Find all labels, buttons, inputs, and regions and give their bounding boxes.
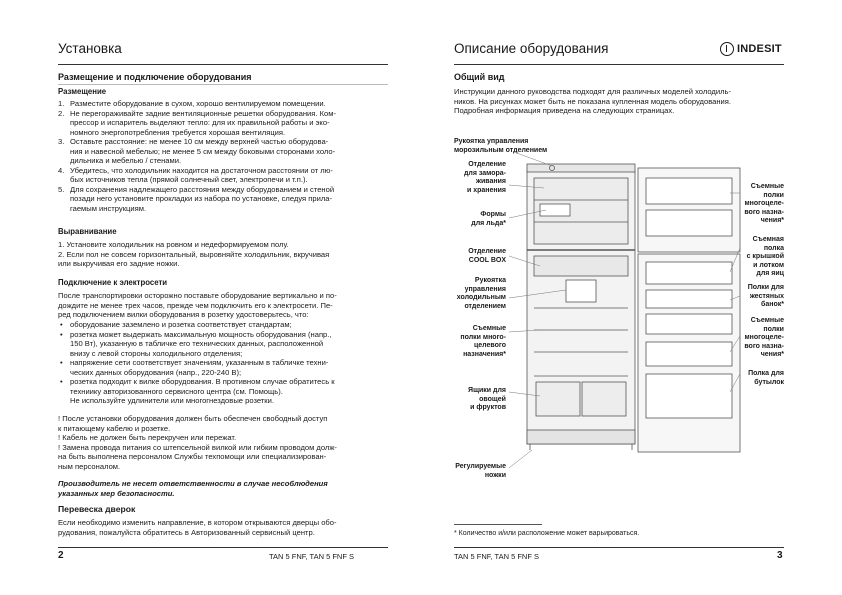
callout-right xyxy=(740,284,784,310)
bullet-line: напряжение сети соответствует значениям, указанным в табличке техни- xyxy=(70,358,329,367)
disclaimer-line: указанных мер безопасности. xyxy=(58,488,175,498)
bullet-line: розетка подходит к вилке оборудования. В противном случае обратитесь к xyxy=(70,377,335,386)
callout-line: чения* xyxy=(760,351,784,359)
top-panel xyxy=(527,164,635,172)
item-line: номного энергопотребления требуется хорошая вентиляция. xyxy=(70,127,286,137)
bullet-icon: • xyxy=(60,377,63,386)
item-line: бых источников тепла (прямой солнечный свет, электропечи и т.п.). xyxy=(70,175,308,184)
item-line: позади него установите прокладки из набора по установке, следуя прила- xyxy=(70,194,333,203)
callout-line: ножки xyxy=(484,471,506,479)
item-line: Не перегораживайте задние вентиляционные решетки оборудования. Ком- xyxy=(70,108,336,118)
item-number: 5. xyxy=(58,184,65,194)
callout-line: вого назна- xyxy=(744,208,784,216)
intro-line: ред подключением вилки оборудования в розетку удостоверьтесь, что: xyxy=(58,310,309,319)
callout-left xyxy=(454,161,506,195)
callout-line: для яиц xyxy=(756,270,784,278)
section-rule xyxy=(58,84,388,85)
warning-line: ! После установки оборудования должен быть обеспечен свободный доступ xyxy=(58,414,328,423)
callout-line: полки xyxy=(763,191,784,199)
electric-intro xyxy=(58,291,388,320)
callout-right xyxy=(740,370,784,387)
callout-line: и хранения xyxy=(466,186,506,194)
callout-left xyxy=(454,211,506,228)
bullet-line: оборудование заземлено и розетка соответствует стандартам; xyxy=(70,320,292,329)
title-rule xyxy=(454,64,784,65)
callout-line: отделением xyxy=(464,302,506,310)
indesit-logo-icon xyxy=(720,42,734,56)
placement-item xyxy=(58,109,388,138)
bullet-line: внизу с левой стороны холодильного отделения; xyxy=(70,348,243,358)
footnote: * Количество и/или расположение может варьироваться. xyxy=(454,530,640,537)
callout-line: COOL BOX xyxy=(468,256,506,264)
callout-line: полки много- xyxy=(460,333,506,341)
bullet-line: техниику авторизованного сервисного центра (см. Помощь). xyxy=(70,386,283,396)
callout-line: чения* xyxy=(760,217,784,225)
callout-line: с крышкой xyxy=(746,253,784,261)
callout-line: Рукоятка xyxy=(474,277,506,284)
crisper-drawer-right xyxy=(582,382,626,416)
title-rule xyxy=(58,64,388,65)
intro-line: дождите не менее трех часов, прежде чем подключить его к электросети. Пе- xyxy=(58,300,333,310)
page-number: 2 xyxy=(58,550,64,561)
callout-line: холодильным xyxy=(456,294,506,302)
callout-line: банок* xyxy=(761,301,784,309)
item-line: прессор и испаритель выделяют тепло: для их правильной работы и эко- xyxy=(70,118,330,127)
fridge-control-panel xyxy=(566,280,596,302)
placement-item xyxy=(58,99,388,109)
brand-logo xyxy=(720,42,782,56)
callout-line: бутылок xyxy=(754,378,784,386)
leveling-heading: Выравнивание xyxy=(58,227,117,236)
bullet-icon: • xyxy=(60,320,63,329)
fridge-base xyxy=(527,430,635,444)
placement-item xyxy=(58,185,388,214)
callout-line: Отделение xyxy=(468,248,506,255)
page-number: 3 xyxy=(777,550,783,561)
overview-heading: Общий вид xyxy=(454,72,505,82)
callout-line: многоцеле- xyxy=(744,334,784,342)
warning-line: ! Кабель не должен быть перекручен или пережат. xyxy=(58,433,237,442)
cool-box xyxy=(534,256,628,276)
door-line: рудования, пожалуйста обратитесь в Авторизованный сервисный центр. xyxy=(58,527,315,537)
callout-line: назначения* xyxy=(463,350,506,358)
brand-name: INDESIT xyxy=(737,43,782,55)
section-title-placement-connection: Размещение и подключение оборудования xyxy=(58,72,252,82)
warnings xyxy=(58,414,388,471)
door-heading: Перевеска дверок xyxy=(58,504,136,514)
bullet-item xyxy=(58,377,388,406)
bullet-icon: • xyxy=(60,329,63,339)
leveling-line: 2. Если пол не совсем горизонтальный, выровняйте холодильник, вкручивая xyxy=(58,249,330,259)
callout-line: для льда* xyxy=(471,219,506,227)
disclaimer-line: Производитель не несет ответственности в случае несоблюдения xyxy=(58,479,328,488)
callout-left xyxy=(454,248,506,265)
item-number: 3. xyxy=(58,137,65,146)
callout-line: Полки для xyxy=(747,284,784,291)
callout-line: Регулируемые xyxy=(455,463,506,470)
callout-line: полка xyxy=(763,244,784,252)
callout-right xyxy=(740,183,784,226)
callout-right xyxy=(740,317,784,360)
overview-line: ников. На рисунках может быть не показана купленная модель оборудования. xyxy=(454,96,732,106)
item-line: Разместите оборудование в сухом, хорошо вентилируемом помещении. xyxy=(70,99,326,108)
callout-line: и фруктов xyxy=(470,404,506,412)
callout-left xyxy=(454,325,506,359)
bullet-line: ческих данных оборудования (напр., 220-240 В); xyxy=(70,367,242,377)
bullet-line: 150 Вт), указанную в табличке его технических данных, расположенной xyxy=(70,339,324,348)
egg-tray xyxy=(646,262,732,284)
leveling-text xyxy=(58,240,388,269)
callout-line: Съемные xyxy=(750,183,784,190)
electric-heading: Подключение к электросети xyxy=(58,278,168,287)
item-line: гаемым инструкциям. xyxy=(70,203,147,213)
callout-line: управления xyxy=(464,285,506,293)
warning-line: ным персоналом. xyxy=(58,461,121,471)
electric-bullet-list xyxy=(58,320,388,406)
bullet-item xyxy=(58,320,388,330)
bullet-line: Не используйте удлинители или многогнездовые розетки. xyxy=(70,396,274,405)
footer-rule xyxy=(58,547,388,548)
door-line: Если необходимо изменить направление, в котором открываются дверцы обо- xyxy=(58,518,337,527)
callout-line: Ящики для xyxy=(468,387,506,394)
item-number: 4. xyxy=(58,165,65,175)
model-label: TAN 5 FNF, TAN 5 FNF S xyxy=(454,552,540,561)
callout-line: морозильным отделением xyxy=(454,146,548,154)
door-text xyxy=(58,518,388,537)
callout-line: живания xyxy=(476,178,506,186)
callout-line: Съемная xyxy=(752,236,784,243)
callout-line: полки xyxy=(763,325,784,333)
overview-line: Подробная информация приведена на следующих страницах. xyxy=(454,106,675,115)
callout-line: Формы xyxy=(480,211,506,218)
crisper-drawer-left xyxy=(536,382,580,416)
callout-line: Рукоятка управления xyxy=(454,138,529,145)
warning-line: ! Замена провода питания со штепсельной вилкой или гибким проводом долж- xyxy=(58,442,337,452)
callout-line: Съемные xyxy=(750,317,784,324)
item-line: Оставьте расстояние: не менее 10 см между верхней частью оборудова- xyxy=(70,137,329,146)
placement-item xyxy=(58,137,388,166)
model-label: TAN 5 FNF, TAN 5 FNF S xyxy=(269,552,355,561)
page-title: Описание оборудования xyxy=(454,41,609,56)
footnote-rule xyxy=(454,524,542,525)
intro-line: После транспортировки осторожно поставьте оборудование вертикально и по- xyxy=(58,291,337,300)
callout-line: для замора- xyxy=(463,169,506,177)
bullet-icon: • xyxy=(60,358,63,367)
callout-left xyxy=(454,138,547,155)
placement-heading: Размещение xyxy=(58,87,107,96)
item-line: ния и навесной мебелью; не менее 5 см между боковыми сторонами холо- xyxy=(70,146,336,156)
callout-line: вого назна- xyxy=(744,342,784,350)
callout-right xyxy=(740,236,784,279)
callout-line: Съемные xyxy=(472,325,506,332)
callout-left xyxy=(454,463,506,480)
bullet-item xyxy=(58,358,388,377)
callout-line: целевого xyxy=(473,342,506,350)
leveling-line: или выкручивая его задние ножки. xyxy=(58,259,180,268)
callout-left xyxy=(454,387,506,413)
placement-list xyxy=(58,99,388,213)
warning-line: к питающему кабелю и розетке. xyxy=(58,423,171,433)
callout-line: овощей xyxy=(479,395,506,403)
item-number: 2. xyxy=(58,108,65,118)
leveling-line: 1. Установите холодильник на ровном и недеформируемом полу. xyxy=(58,240,289,249)
page-title: Установка xyxy=(58,41,122,56)
item-line: дильника и мебелью / стенами. xyxy=(70,156,182,165)
bottle-shelf xyxy=(646,374,732,418)
disclaimer xyxy=(58,479,388,498)
callout-line: многоцеле- xyxy=(744,200,784,208)
ice-tray xyxy=(540,204,570,216)
callout-line: и лотком xyxy=(753,261,784,269)
callout-left xyxy=(454,277,506,311)
bullet-item xyxy=(58,330,388,359)
item-line: Для сохранения надлежащего расстояния между оборудованием и стеной xyxy=(70,184,335,194)
bullet-line: розетка может выдержать максимальную мощность оборудования (напр., xyxy=(70,329,332,339)
item-line: Убедитесь, что холодильник находится на достаточном расстоянии от лю- xyxy=(70,165,333,175)
overview-text xyxy=(454,87,784,116)
callout-line: Полка для xyxy=(748,370,784,377)
item-number: 1. xyxy=(58,99,65,108)
footer-rule xyxy=(454,547,784,548)
callout-line: жестяных xyxy=(749,292,784,300)
placement-item xyxy=(58,166,388,185)
callout-line: Отделение xyxy=(468,161,506,168)
overview-line: Инструкции данного руководства подходят для различных моделей холодиль- xyxy=(454,87,732,96)
right-page xyxy=(421,0,842,595)
warning-line: на быть выполнена персоналом Службы техпомощи или специализирован- xyxy=(58,452,327,461)
